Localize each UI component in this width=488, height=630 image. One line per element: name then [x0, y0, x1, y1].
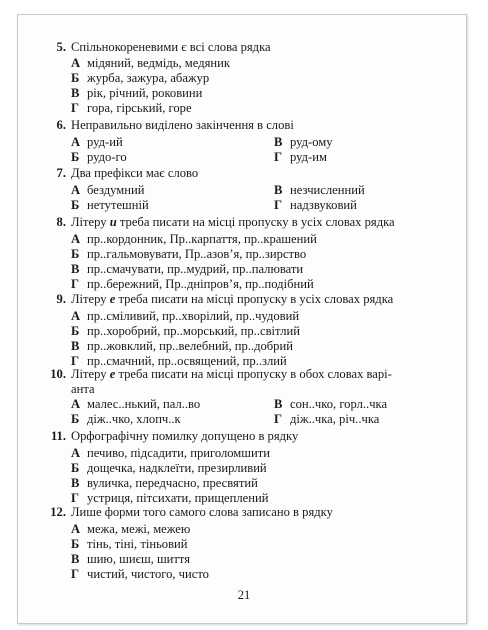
question-10 [49, 367, 449, 426]
question-text: Літеру е треба писати на місці пропуску в усіх словах рядка [71, 292, 394, 306]
question-text: Неправильно виділено закінчення в слові [71, 118, 294, 132]
question-number: 9. [56, 292, 66, 306]
option-v: В сон..чко, горл..чка [274, 397, 388, 411]
question-text: Спільнокореневими є всі слова рядка [71, 40, 271, 54]
option-g: Г руд-им [274, 150, 327, 164]
question-number: 7. [56, 166, 66, 180]
option-v: В руд-ому [274, 135, 333, 149]
question-11 [49, 429, 449, 505]
option-b: Б пр..гальмовувати, Пр..азов’я, пр..зирство [71, 247, 307, 261]
option-b: Б діж..чко, хлопч..к [71, 412, 181, 426]
question-5 [49, 40, 449, 115]
option-a: А бездумний [71, 183, 145, 197]
option-a: А малес..нький, пал..во [71, 397, 201, 411]
option-b: Б пр..хоробрий, пр..морський, пр..світлий [71, 324, 300, 338]
option-b: Б журба, зажура, абажур [71, 71, 210, 85]
option-a: А мідяний, ведмідь, медяник [71, 56, 230, 70]
option-a: А пр..сміливий, пр..хворілий, пр..чудовий [71, 309, 300, 323]
option-g: Г пр..бережний, Пр..дніпров’я, пр..подібний [71, 277, 314, 291]
option-g: Г діж..чка, річ..чка [274, 412, 380, 426]
question-number: 12. [50, 505, 66, 519]
option-v: В пр..жовклий, пр..велебний, пр..добрий [71, 339, 293, 353]
option-a: А руд-ий [71, 135, 123, 149]
question-text: Літеру и треба писати на місці пропуску в усіх словах рядка [71, 215, 395, 229]
page-number: 21 [237, 588, 251, 602]
option-v: В вуличка, передчасно, пресвятий [71, 476, 258, 490]
question-text: Орфографічну помилку допущено в рядку [71, 429, 299, 443]
question-number: 5. [56, 40, 66, 54]
option-v: В шию, шиєш, шиття [71, 552, 191, 566]
question-number: 6. [56, 118, 66, 132]
option-a: А пр..кордонник, Пр..карпаття, пр..крашений [71, 232, 317, 246]
option-g: Г пр..смачний, пр..освящений, пр..злий [71, 354, 287, 368]
question-number: 11. [50, 429, 66, 443]
question-text: Два префікси має слово [71, 166, 199, 180]
question-number: 10. [50, 367, 66, 381]
option-g: Г гора, гірський, горе [71, 101, 192, 115]
option-v: В незчисленний [274, 183, 365, 197]
option-g: Г устриця, пітсихати, прищеплений [71, 491, 269, 505]
option-b: Б рудо-го [71, 150, 127, 164]
question-number: 8. [56, 215, 66, 229]
option-b: Б дощечка, надклеїти, презирливий [71, 461, 267, 475]
question-8 [49, 215, 449, 291]
option-v: В рік, річний, роковини [71, 86, 203, 100]
option-g: Г чистий, чистого, чисто [71, 567, 209, 581]
question-6 [49, 118, 449, 164]
option-b: Б нетутешній [71, 198, 149, 212]
question-12 [49, 505, 449, 581]
option-a: А печиво, підсадити, приголомшити [71, 446, 270, 460]
option-g: Г надзвуковий [274, 198, 357, 212]
question-text: Лише форми того самого слова записано в рядку [71, 505, 333, 519]
option-v: В пр..смачувати, пр..мудрий, пр..палювати [71, 262, 304, 276]
question-7 [49, 166, 449, 212]
option-a: А межа, межі, межею [71, 522, 191, 536]
question-text: Літеру е треба писати на місці пропуску в обох словах варі- анта [71, 367, 392, 396]
option-b: Б тінь, тіні, тіньовий [71, 537, 188, 551]
question-9 [49, 292, 449, 368]
